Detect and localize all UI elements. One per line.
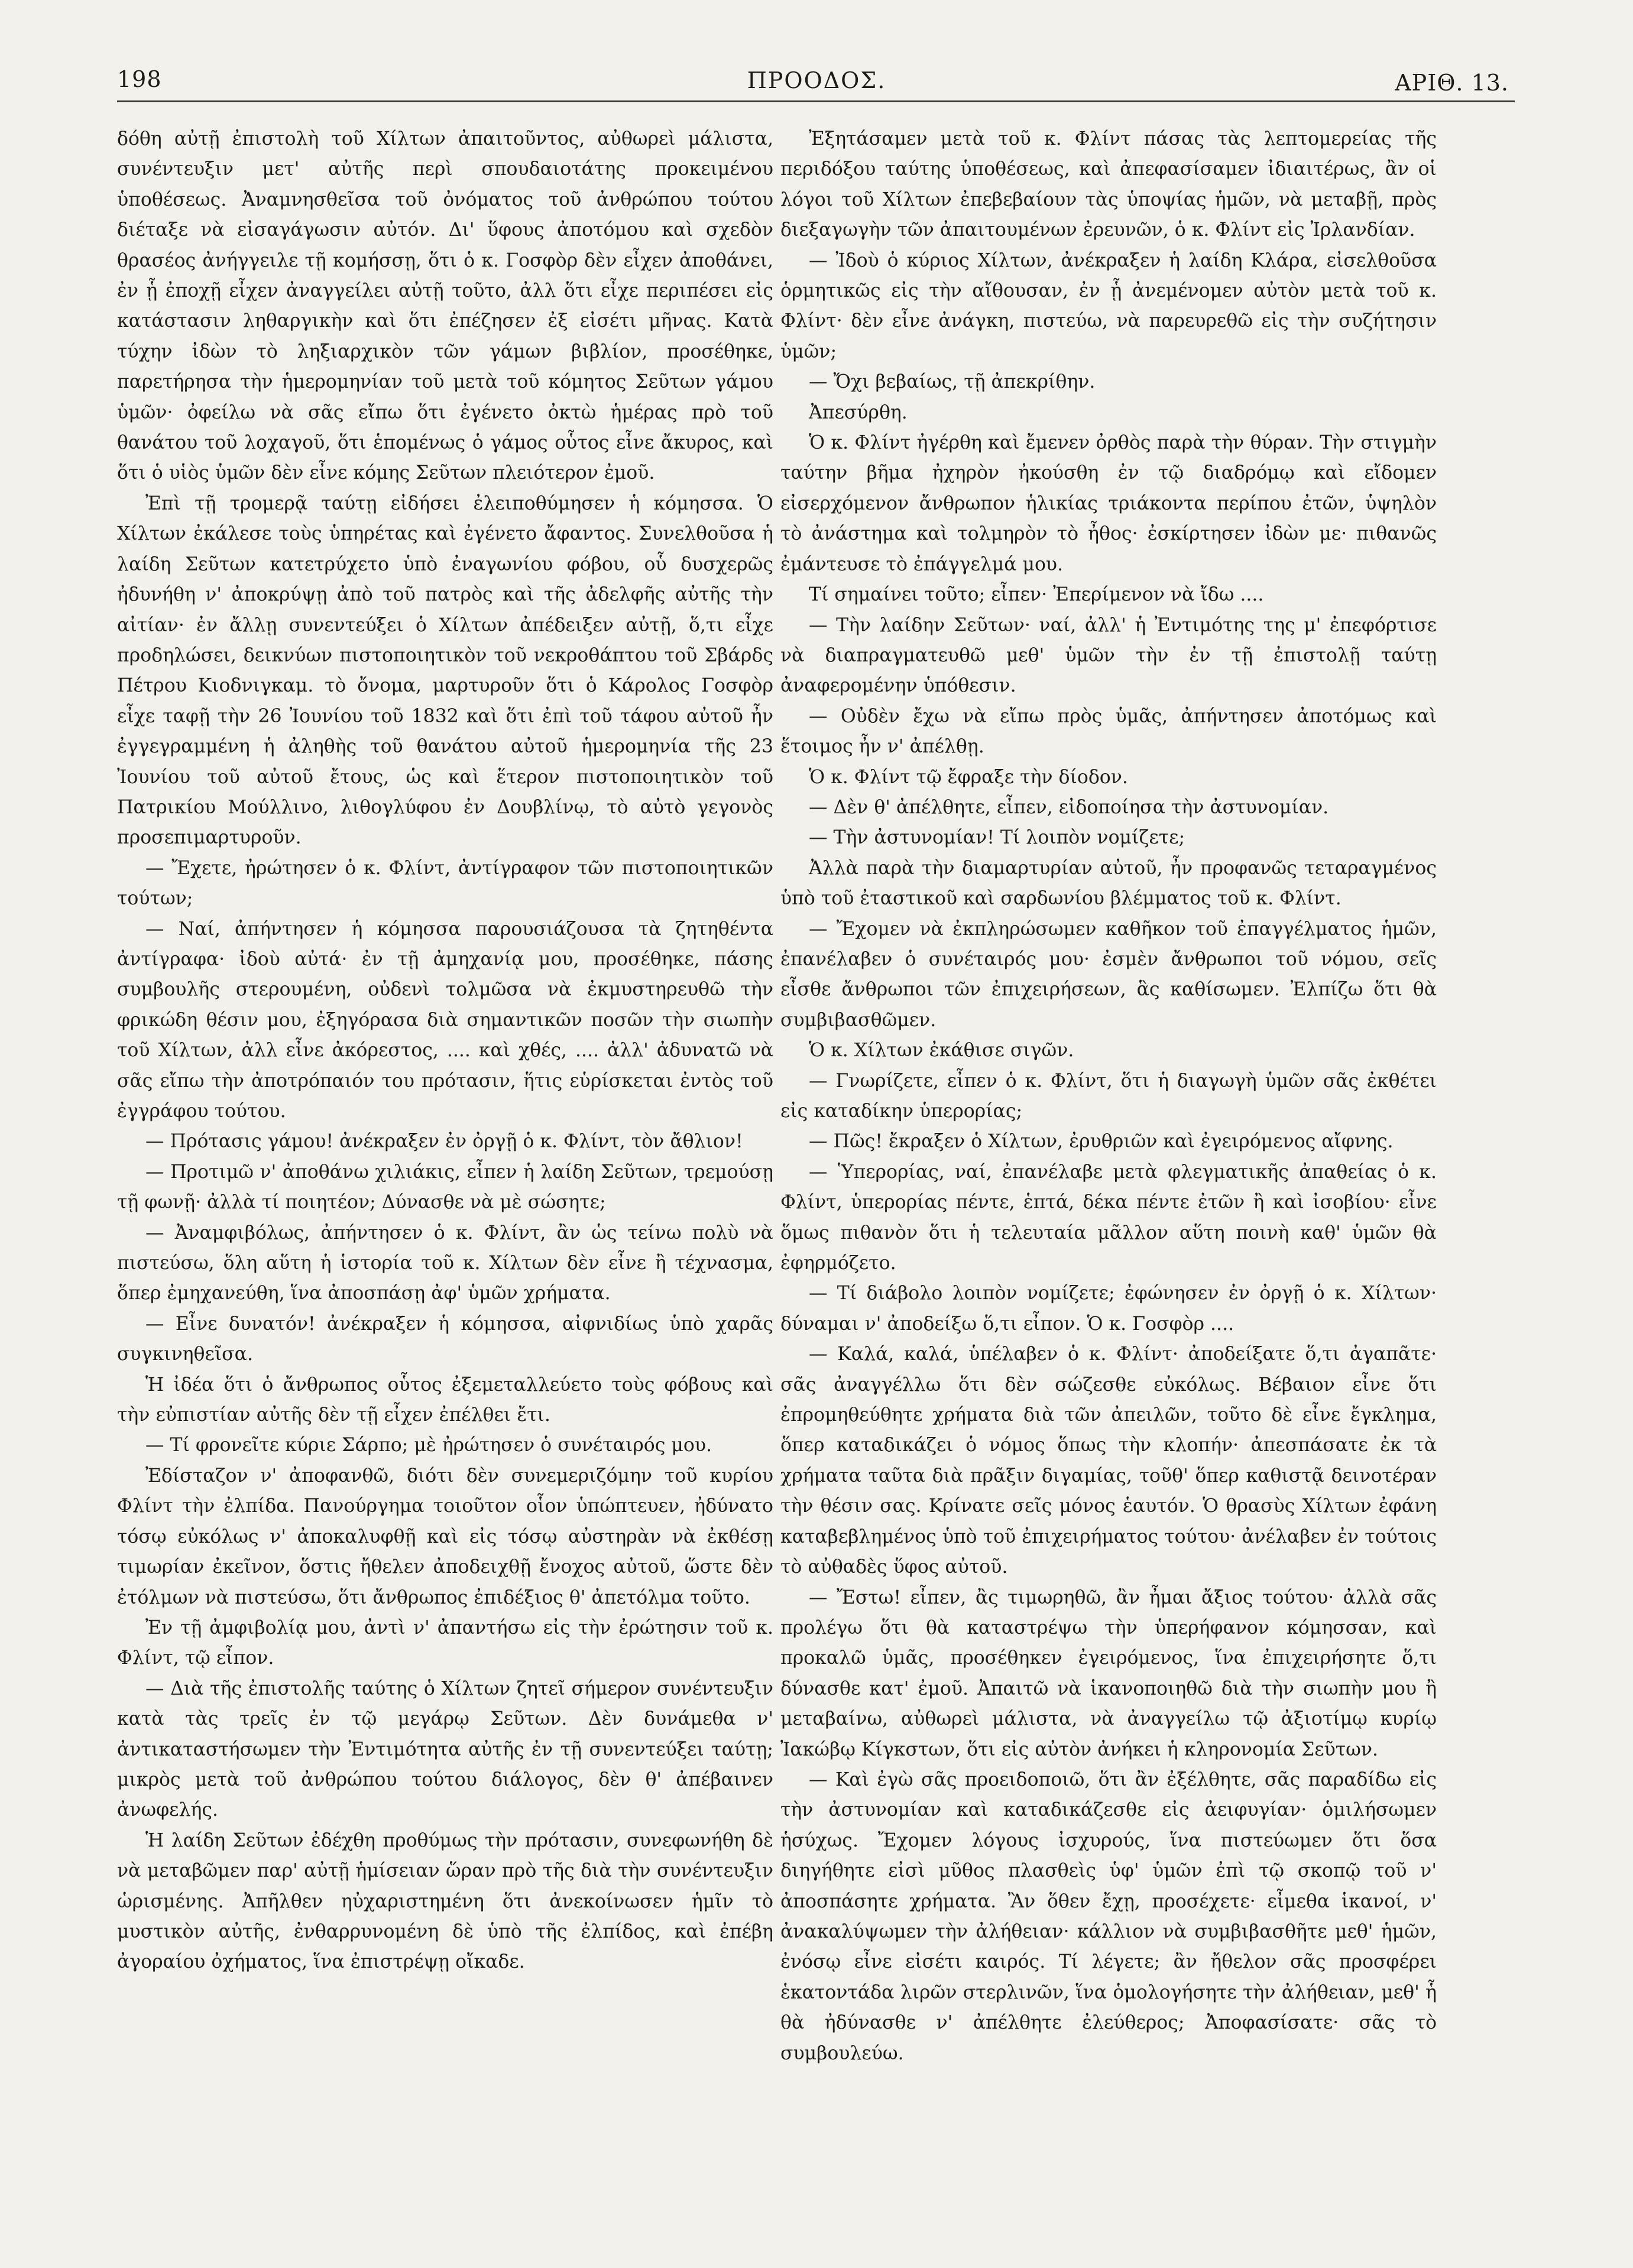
paragraph: Τί σημαίνει τοῦτο; εἶπεν· Ἐπερίμενον νὰ ἴδω .... — [809, 584, 1264, 606]
paragraph: — Ἔχομεν νὰ ἐκπληρώσωμεν καθῆκον τοῦ ἐπαγγέλματος ἡμῶν, ἐπανέλαβεν ὁ συνέταιρός μου· ἐσμὲν ἄνθρωποι τοῦ νόμου, σεῖς εἶσθε ἄνθρωποι τῶν ἐπιχειρήσεων, ἃς καθίσωμεν. Ἐλπίζω ὅτι θὰ συμβιβασθῶμεν. — [780, 918, 1437, 1031]
paragraph: Ἐν τῇ ἀμφιβολίᾳ μου, ἀντὶ ν' ἀπαντήσω εἰς τὴν ἐρώτησιν τοῦ κ. Φλίντ, τῷ εἶπον. — [117, 1617, 773, 1669]
paragraph: — Ἰδοὺ ὁ κύριος Χίλτων, ἀνέκραξεν ἡ λαίδη Κλάρα, εἰσελθοῦσα ὁρμητικῶς εἰς τὴν αἴθουσαν, ἐν ᾗ ἀνεμένομεν αὐτὸν μετὰ τοῦ κ. Φλίντ· δὲν εἶνε ἀνάγκη, πιστεύω, νὰ παρευρεθῶ εἰς τὴν συζήτησιν ὑμῶν; — [780, 249, 1437, 362]
paragraph: Ὁ κ. Φλίντ τῷ ἔφραξε τὴν δίοδον. — [809, 766, 1128, 788]
paragraph: — Δὲν θ' ἀπέλθητε, εἶπεν, εἰδοποίησα τὴν ἀστυνομίαν. — [809, 796, 1329, 818]
paragraph: — Καὶ ἐγὼ σᾶς προειδοποιῶ, ὅτι ἂν ἐξέλθητε, σᾶς παραδίδω εἰς τὴν ἀστυνομίαν καὶ καταδικάζεσθε εἰς ἀειφυγίαν· ὁμιλήσωμεν ἡσύχως. Ἔχομεν λόγους ἰσχυρούς, ἵνα πιστεύωμεν ὅτι ὅσα διηγήθητε εἰσὶ μῦθος πλασθεὶς ὑφ' ὑμῶν ἐπὶ τῷ σκοπῷ τοῦ ν' ἀποσπάσητε χρήματα. Ἂν ὅθεν ἔχῃ, προσέχετε· εἶμεθα ἱκανοί, ν' ἀνακαλύψωμεν τὴν ἀλήθειαν· κάλλιον νὰ συμβιβασθῆτε μεθ' ἡμῶν, ἐνόσῳ εἶνε εἰσέτι καιρός. Τί λέγετε; ἂν ἤθελον σᾶς προσφέρει ἑκατοντάδα λιρῶν στερλινῶν, ἵνα ὁμολογήσητε τὴν ἀλήθειαν, μεθ' ἧ θὰ ἠδύνασθε ν' ἀπέλθητε ἐλεύθερος; Ἀποφασίσατε· σᾶς τὸ συμβουλεύω. — [780, 1769, 1437, 2064]
paragraph: — Εἶνε δυνατόν! ἀνέκραξεν ἡ κόμησσα, αἰφνιδίως ὑπὸ χαρᾶς συγκινηθεῖσα. — [117, 1313, 773, 1365]
paragraph: — Ὑπερορίας, ναί, ἐπανέλαβε μετὰ φλεγματικῆς ἀπαθείας ὁ κ. Φλίντ, ὑπερορίας πέντε, ἑπτά, δέκα πέντε ἐτῶν ἢ καὶ ἰσοβίου· εἶνε ὅμως πιθανὸν ὅτι ἡ τελευταία μᾶλλον αὕτη ποινὴ καθ' ὑμῶν θὰ ἐφηρμόζετο. — [780, 1161, 1437, 1274]
paragraph: — Προτιμῶ ν' ἀποθάνω χιλιάκις, εἶπεν ἡ λαίδη Σεῦτων, τρεμούσῃ τῇ φωνῇ· ἀλλὰ τί ποιητέον; Δύνασθε νὰ μὲ σώσητε; — [117, 1161, 773, 1214]
paragraph: — Τί διάβολο λοιπὸν νομίζετε; ἐφώνησεν ἐν ὀργῇ ὁ κ. Χίλτων· δύναμαι ν' ἀποδείξω ὅ,τι εἶπον. Ὁ κ. Γοσφὸρ .... — [780, 1283, 1437, 1335]
left-column — [117, 124, 773, 1978]
paragraph: — Γνωρίζετε, εἶπεν ὁ κ. Φλίντ, ὅτι ἡ διαγωγὴ ὑμῶν σᾶς ἐκθέτει εἰς καταδίκην ὑπερορίας; — [780, 1070, 1437, 1122]
paragraph: Ἡ ἰδέα ὅτι ὁ ἄνθρωπος οὗτος ἐξεμεταλλεύετο τοὺς φόβους καὶ τὴν εὐπιστίαν αὐτῆς δὲν τῇ εἶχεν ἐπέλθει ἔτι. — [117, 1374, 773, 1426]
paragraph: — Πῶς! ἔκραξεν ὁ Χίλτων, ἐρυθριῶν καὶ ἐγειρόμενος αἴφνης. — [809, 1131, 1394, 1153]
paragraph: — Ὄχι βεβαίως, τῇ ἀπεκρίθην. — [809, 371, 1096, 393]
paragraph: Ἐξητάσαμεν μετὰ τοῦ κ. Φλίντ πάσας τὰς λεπτομερείας τῆς περιδόξου ταύτης ὑποθέσεως, καὶ ἀπεφασίσαμεν ἰδιαιτέρως, ἂν οἱ λόγοι τοῦ Χίλτων ἐπεβεβαίουν τὰς ὑποψίας ἡμῶν, νὰ μεταβῇ, πρὸς διεξαγωγὴν τῶν ἀπαιτουμένων ἐρευνῶν, ὁ κ. Φλίντ εἰς Ἰρλανδίαν. — [780, 128, 1437, 241]
paragraph: Ἀλλὰ παρὰ τὴν διαμαρτυρίαν αὐτοῦ, ἦν προφανῶς τεταραγμένος ὑπὸ τοῦ ἐταστικοῦ καὶ σαρδωνίου βλέμματος τοῦ κ. Φλίντ. — [780, 857, 1437, 910]
paragraph: — Τὴν λαίδην Σεῦτων· ναί, ἀλλ' ἡ Ἐντιμότης της μ' ἐπεφόρτισε νὰ διαπραγματευθῶ μεθ' ὑμῶν τὴν ἐν τῇ ἐπιστολῇ ταύτῃ ἀναφερομένην ὑπόθεσιν. — [780, 614, 1437, 697]
paragraph: — Διὰ τῆς ἐπιστολῆς ταύτης ὁ Χίλτων ζητεῖ σήμερον συνέντευξιν κατὰ τὰς τρεῖς ἐν τῷ μεγάρῳ Σεῦτων. Δὲν δυνάμεθα ν' ἀντικαταστήσωμεν τὴν Ἐντιμότητα αὐτῆς ἐν τῇ συνεντεύξει ταύτῃ; μικρὸς μετὰ τοῦ ἀνθρώπου τούτου διάλογος, δὲν θ' ἀπέβαινεν ἀνωφελής. — [117, 1678, 773, 1821]
paragraph: Ἐδίσταζον ν' ἀποφανθῶ, διότι δὲν συνεμεριζόμην τοῦ κυρίου Φλίντ τὴν ἐλπίδα. Πανούργημα τοιοῦτον οἷον ὑπώπτευεν, ἠδύνατο τόσῳ εὐκόλως ν' ἀποκαλυφθῇ καὶ εἰς τόσῳ αὐστηρὰν νὰ ἐκθέσῃ τιμωρίαν ἐκεῖνον, ὅστις ἤθελεν ἀποδειχθῇ ἔνοχος αὐτοῦ, ὥστε δὲν ἐτόλμων νὰ πιστεύσω, ὅτι ἄνθρωπος ἐπιδέξιος θ' ἀπετόλμα τοῦτο. — [117, 1465, 773, 1608]
paragraph: — Ναί, ἀπήντησεν ἡ κόμησσα παρουσιάζουσα τὰ ζητηθέντα ἀντίγραφα· ἰδοὺ αὐτά· ἐν τῇ ἀμηχανίᾳ μου, προσέθηκε, πάσης συμβουλῆς στερουμένη, οὐδενὶ τολμῶσα νὰ ἐκμυστηρευθῶ τὴν φρικώδη θέσιν μου, ἐξηγόρασα διὰ σημαντικῶν ποσῶν τὴν σιωπὴν τοῦ Χίλτων, ἀλλ εἶνε ἀκόρεστος, .... καὶ χθές, .... ἀλλ' ἀδυνατῶ νὰ σᾶς εἴπω τὴν ἀποτρόπαιόν του πρότασιν, ἥτις εὑρίσκεται ἐντὸς τοῦ ἐγγράφου τούτου. — [117, 918, 773, 1122]
paragraph: — Τί φρονεῖτε κύριε Σάρπο; μὲ ἠρώτησεν ὁ συνέταιρός μου. — [145, 1435, 712, 1456]
paragraph: Ὁ κ. Χίλτων ἐκάθισε σιγῶν. — [809, 1040, 1074, 1062]
paragraph: Ἐπὶ τῇ τρομερᾷ ταύτῃ εἰδήσει ἐλειποθύμησεν ἡ κόμησσα. Ὁ Χίλτων ἐκάλεσε τοὺς ὑπηρέτας καὶ ἐγένετο ἄφαντος. Συνελθοῦσα ἡ λαίδη Σεῦτων κατετρύχετο ὑπὸ ἐναγωνίου φόβου, οὗ δυσχερῶς ἠδυνήθη ν' ἀποκρύψῃ ἀπὸ τοῦ πατρὸς καὶ τῆς ἀδελφῆς αὐτῆς τὴν αἰτίαν· ἐν ἄλλῃ συνεντεύξει ὁ Χίλτων ἀπέδειξεν αὐτῇ, ὅ,τι εἶχε προδηλώσει, δεικνύων πιστοποιητικὸν τοῦ νεκροθάπτου τοῦ Σβάρδς Πέτρου Κιοδνιγκαμ. τὸ ὄνομα, μαρτυροῦν ὅτι ὁ Κάρολος Γοσφὸρ εἶχε ταφῇ τὴν 26 Ἰουνίου τοῦ 1832 καὶ ὅτι ἐπὶ τοῦ τάφου αὐτοῦ ἦν ἐγγεγραμμένη ἡ ἀληθὴς τοῦ θανάτου αὐτοῦ ἡμερομηνία τῆς 23 Ἰουνίου τοῦ αὐτοῦ ἔτους, ὡς καὶ ἕτερον πιστοποιητικὸν τοῦ Πατρικίου Μούλλινο, λιθογλύφου ἐν Δουβλίνῳ, τὸ αὐτὸ γεγονὸς προσεπιμαρτυροῦν. — [117, 492, 773, 849]
paragraph: — Ἔχετε, ἠρώτησεν ὁ κ. Φλίντ, ἀντίγραφον τῶν πιστοποιητικῶν τούτων; — [117, 857, 773, 910]
paragraph: — Ἔστω! εἶπεν, ἂς τιμωρηθῶ, ἂν ἦμαι ἄξιος τούτου· ἀλλὰ σᾶς προλέγω ὅτι θὰ καταστρέψω τὴν ὑπερήφανον κόμησσαν, καὶ προκαλῶ ὑμᾶς, προσέθηκεν ἐγειρόμενος, ἵνα ἐπιχειρήσητε ὅ,τι δύνασθε κατ' ἐμοῦ. Ἀπαιτῶ νὰ ἱκανοποιηθῶ διὰ τὴν σιωπὴν μου ἢ μεταβαίνω, αὐθωρεὶ μάλιστα, νὰ ἀναγγείλω τῷ ἀξιοτίμῳ κυρίῳ Ἰακώβῳ Κίγκστων, ὅτι εἰς αὐτὸν ἀνήκει ἡ κληρονομία Σεῦτων. — [780, 1586, 1437, 1760]
page-number: 198 — [117, 66, 162, 92]
paragraph: Ὁ κ. Φλίντ ἠγέρθη καὶ ἔμενεν ὀρθὸς παρὰ τὴν θύραν. Τὴν στιγμὴν ταύτην βῆμα ἠχηρὸν ἠκούσθη ἐν τῷ διαδρόμῳ καὶ εἴδομεν εἰσερχόμενον ἄνθρωπον ἡλικίας τριάκοντα περίπου ἐτῶν, ὑψηλὸν τὸ ἀνάστημα καὶ τολμηρὸν τὸ ἦθος· ἐσκίρτησεν ἰδὼν με· πιθανῶς ἐμάντευσε τὸ ἐπάγγελμά μου. — [780, 432, 1437, 575]
paragraph: — Τὴν ἀστυνομίαν! Τί λοιπὸν νομίζετε; — [809, 827, 1185, 849]
paragraph: δόθη αὐτῇ ἐπιστολὴ τοῦ Χίλτων ἀπαιτοῦντος, αὐθωρεὶ μάλιστα, συνέντευξιν μετ' αὐτῆς περὶ σπουδαιοτάτης προκειμένου ὑποθέσεως. Ἀναμνησθεῖσα τοῦ ὀνόματος τοῦ ἀνθρώπου τούτου διέταξε νὰ εἰσαγάγωσιν αὐτόν. Δι' ὕφους ἀποτόμου καὶ σχεδὸν θρασέος ἀνήγγειλε τῇ κομήσσῃ, ὅτι ὁ κ. Γοσφὸρ δὲν εἶχεν ἀποθάνει, ἐν ᾗ ἐποχῇ εἶχεν ἀναγγείλει αὐτῇ τοῦτο, ἀλλ ὅτι εἶχε περιπέσει εἰς κατάστασιν ληθαργικὴν καὶ ὅτι ἐπέζησεν ἐξ εἰσέτι μῆνας. Κατὰ τύχην ἰδὼν τὸ ληξιαρχικὸν τῶν γάμων βιβλίον, προσέθηκε, παρετήρησα τὴν ἡμερομηνίαν τοῦ μετὰ τοῦ κόμητος Σεῦτων γάμου ὑμῶν· ὀφείλω νὰ σᾶς εἴπω ὅτι ἐγένετο ὀκτὼ ἡμέρας πρὸ τοῦ θανάτου τοῦ λοχαγοῦ, ὅτι ἑπομένως ὁ γάμος οὗτος εἶνε ἄκυρος, καὶ ὅτι ὁ υἱὸς ὑμῶν δὲν εἶνε κόμης Σεῦτων πλειότερον ἐμοῦ. — [117, 128, 773, 484]
header-rule — [117, 100, 1515, 102]
paragraph: — Ἀναμφιβόλως, ἀπήντησεν ὁ κ. Φλίντ, ἂν ὡς τείνω πολὺ νὰ πιστεύσω, ὅλη αὕτη ἡ ἱστορία τοῦ κ. Χίλτων δὲν εἶνε ἢ τέχνασμα, ὅπερ ἐμηχανεύθη, ἵνα ἀποσπάσῃ ἀφ' ὑμῶν χρήματα. — [117, 1222, 773, 1305]
paragraph: Ἡ λαίδη Σεῦτων ἐδέχθη προθύμως τὴν πρότασιν, συνεφωνήθη δὲ νὰ μεταβῶμεν παρ' αὐτῇ ἡμίσειαν ὥραν πρὸ τῆς διὰ τὴν συνέντευξιν ὡρισμένης. Ἀπῆλθεν ηὐχαριστημένη ὅτι ἀνεκοίνωσεν ἡμῖν τὸ μυστικὸν αὐτῆς, ἐνθαρρυνομένη δὲ ὑπὸ τῆς ἐλπίδος, καὶ ἐπέβη ἀγοραίου ὀχήματος, ἵνα ἐπιστρέψῃ οἴκαδε. — [117, 1829, 773, 1973]
issue-number: ΑΡΙΘ. 13. — [1395, 70, 1509, 96]
periodical-title: ΠΡΟΟΔΟΣ. — [747, 67, 886, 93]
right-column — [780, 124, 1437, 2069]
paragraph: — Οὐδὲν ἔχω νὰ εἴπω πρὸς ὑμᾶς, ἀπήντησεν ἀποτόμως καὶ ἕτοιμος ἦν ν' ἀπέλθῃ. — [780, 705, 1437, 758]
paragraph: Ἀπεσύρθη. — [809, 401, 908, 423]
paragraph: — Καλά, καλά, ὑπέλαβεν ὁ κ. Φλίντ· ἀποδείξατε ὅ,τι ἀγαπᾶτε· σᾶς ἀναγγέλλω ὅτι δὲν σώζεσθε εὐκόλως. Βέβαιον εἶνε ὅτι ἐπρομηθεύθητε χρήματα διὰ τῶν ἀπειλῶν, τοῦτο δὲ εἶνε ἔγκλημα, ὅπερ καταδικάζει ὁ νόμος ὅπως τὴν κλοπήν· ἀπεσπάσατε ἐκ τὰ χρήματα ταῦτα διὰ πρᾶξιν διγαμίας, τοῦθ' ὅπερ καθιστᾷ δεινοτέραν τὴν θέσιν σας. Κρίνατε σεῖς μόνος ἑαυτόν. Ὁ θρασὺς Χίλτων ἐφάνη καταβεβλημένος ὑπὸ τοῦ ἐπιχειρήματος τούτου· ἀνέλαβεν ἐν τούτοις τὸ αὐθαδὲς ὕφος αὐτοῦ. — [780, 1344, 1437, 1578]
paragraph: — Πρότασις γάμου! ἀνέκραξεν ἐν ὀργῇ ὁ κ. Φλίντ, τὸν ἄθλιον! — [145, 1131, 743, 1153]
